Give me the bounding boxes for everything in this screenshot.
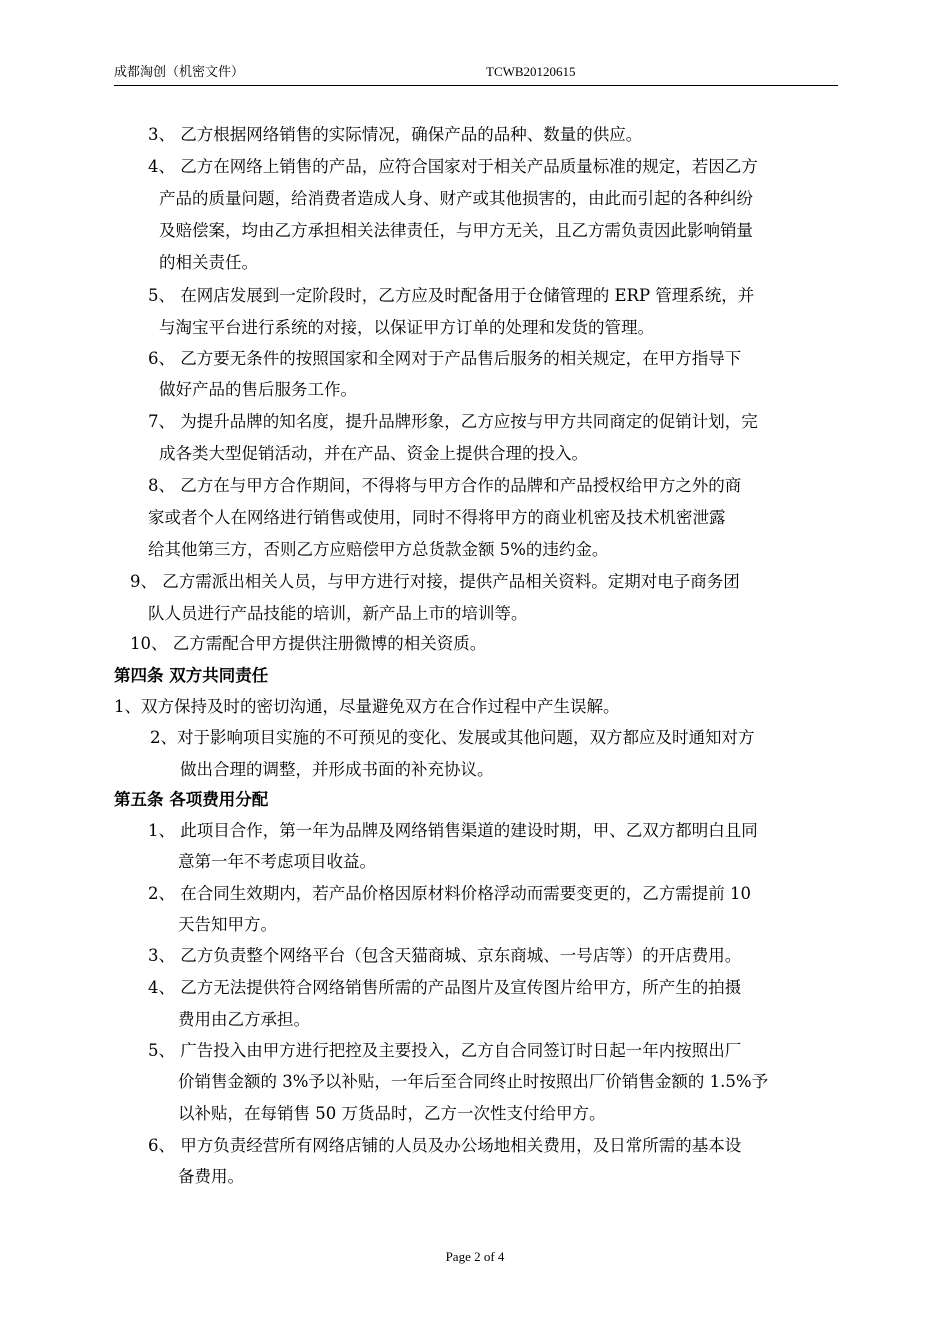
- section-5-item-2-line-1: 2、 在合同生效期内，若产品价格因原材料价格浮动而需要变更的，乙方需提前 10: [148, 884, 751, 903]
- clause-6-line-2: 做好产品的售后服务工作。: [159, 380, 357, 399]
- section-5-heading: 第五条 各项费用分配: [114, 790, 269, 809]
- clause-4-line-4: 的相关责任。: [159, 253, 258, 272]
- section-5-item-1-line-2: 意第一年不考虑项目收益。: [178, 852, 376, 871]
- header-center: TCWB20120615: [486, 64, 576, 79]
- clause-5-line-2: 与淘宝平台进行系统的对接，以保证甲方订单的处理和发货的管理。: [159, 318, 654, 337]
- clause-8-line-2: 家或者个人在网络进行销售或使用，同时不得将甲方的商业机密及技术机密泄露: [148, 508, 726, 527]
- clause-6-line-1: 6、 乙方要无条件的按照国家和全网对于产品售后服务的相关规定，在甲方指导下: [148, 349, 742, 368]
- section-5-item-4-line-2: 费用由乙方承担。: [178, 1010, 310, 1029]
- clause-7-line-2: 成各类大型促销活动，并在产品、资金上提供合理的投入。: [159, 444, 588, 463]
- section-5-item-5-line-2: 价销售金额的 3%予以补贴，一年后至合同终止时按照出厂价销售金额的 1.5%予: [178, 1072, 769, 1091]
- clause-4-line-2: 产品的质量问题，给消费者造成人身、财产或其他损害的，由此而引起的各种纠纷: [159, 189, 753, 208]
- section-5-item-1-line-1: 1、 此项目合作，第一年为品牌及网络销售渠道的建设时期，甲、乙双方都明白且同: [148, 821, 758, 840]
- clause-5-line-1: 5、 在网店发展到一定阶段时，乙方应及时配备用于仓储管理的 ERP 管理系统，并: [148, 286, 755, 305]
- section-4-item-2-line-1: 2、对于影响项目实施的不可预见的变化、发展或其他问题，双方都应及时通知对方: [150, 728, 755, 747]
- section-5-item-5-line-3: 以补贴，在每销售 50 万货品时，乙方一次性支付给甲方。: [178, 1104, 606, 1123]
- clause-8-line-1: 8、 乙方在与甲方合作期间，不得将与甲方合作的品牌和产品授权给甲方之外的商: [148, 476, 742, 495]
- clause-9-line-1: 9、 乙方需派出相关人员，与甲方进行对接，提供产品相关资料。定期对电子商务团: [130, 572, 740, 591]
- clause-3-text: 3、 乙方根据网络销售的实际情况，确保产品的品种、数量的供应。: [148, 125, 643, 144]
- header-rule: [114, 85, 838, 86]
- header-left: 成都淘创（机密文件）: [114, 64, 245, 79]
- section-5-item-6-line-1: 6、 甲方负责经营所有网络店铺的人员及办公场地相关费用，及日常所需的基本设: [148, 1136, 742, 1155]
- section-5-item-4-line-1: 4、 乙方无法提供符合网络销售所需的产品图片及宣传图片给甲方，所产生的拍摄: [148, 978, 742, 997]
- clause-4-line-1: 4、 乙方在网络上销售的产品，应符合国家对于相关产品质量标准的规定，若因乙方: [148, 157, 758, 176]
- section-5-item-5-line-1: 5、 广告投入由甲方进行把控及主要投入，乙方自合同签订时日起一年内按照出厂: [148, 1041, 742, 1060]
- clause-10-text: 10、 乙方需配合甲方提供注册微博的相关资质。: [130, 634, 487, 653]
- section-5-item-2-line-2: 天告知甲方。: [178, 915, 277, 934]
- section-5-item-6-line-2: 备费用。: [178, 1167, 244, 1186]
- section-4-item-2-line-2: 做出合理的调整，并形成书面的补充协议。: [180, 760, 494, 779]
- section-4-item-1: 1、双方保持及时的密切沟通，尽量避免双方在合作过程中产生误解。: [114, 697, 620, 716]
- clause-9-line-2: 队人员进行产品技能的培训，新产品上市的培训等。: [148, 604, 528, 623]
- clause-8-line-3: 给其他第三方，否则乙方应赔偿甲方总货款金额 5%的违约金。: [148, 540, 609, 559]
- clause-7-line-1: 7、 为提升品牌的知名度，提升品牌形象，乙方应按与甲方共同商定的促销计划，完: [148, 412, 758, 431]
- section-5-item-3: 3、 乙方负责整个网络平台（包含天猫商城、京东商城、一号店等）的开店费用。: [148, 946, 742, 965]
- clause-4-line-3: 及赔偿案，均由乙方承担相关法律责任，与甲方无关，且乙方需负责因此影响销量: [159, 221, 753, 240]
- section-4-heading: 第四条 双方共同责任: [114, 666, 269, 685]
- page-number: Page 2 of 4: [445, 1249, 505, 1264]
